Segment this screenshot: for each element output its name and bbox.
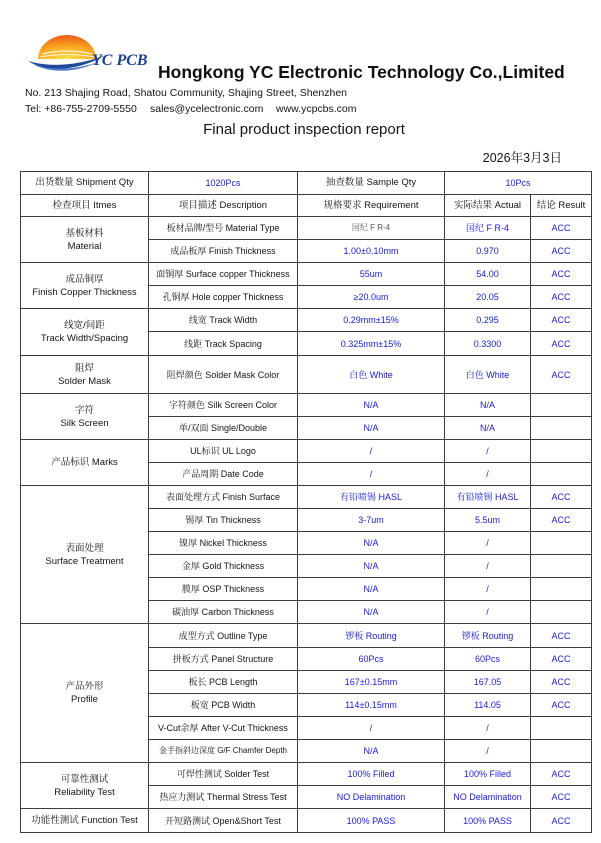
table-row: [21, 624, 592, 648]
company-name: Hongkong YC Electronic Technology Co.,Limited: [158, 62, 565, 82]
actual-cell: 0.970: [445, 240, 531, 263]
actual-cell: /: [445, 740, 531, 763]
category-label: 功能性测试 Function Test: [31, 815, 138, 826]
result-cell: [531, 555, 592, 578]
result-cell: ACC: [531, 694, 592, 717]
result-cell: ACC: [531, 671, 592, 694]
requirement-cell: NO Delamination: [298, 786, 445, 809]
category-label: Material: [67, 240, 102, 252]
description-cell: 孔铜厚 Hole copper Thickness: [149, 286, 298, 309]
description-cell: 锡厚 Tin Thickness: [149, 509, 298, 532]
requirement-cell: 0.29mm±15%: [298, 309, 445, 332]
actual-cell: 60Pcs: [445, 648, 531, 671]
actual-cell: 100% PASS: [445, 809, 531, 833]
description-cell: 碳油厚 Carbon Thickness: [149, 601, 298, 624]
description-cell: 线宽 Track Width: [149, 309, 298, 332]
sample-qty-label: 抽查数量 Sample Qty: [298, 172, 445, 195]
actual-cell: 白色 White: [445, 356, 531, 394]
sample-qty-value: 10Pcs: [445, 172, 592, 195]
table-row: [21, 356, 592, 394]
table-row: [21, 809, 592, 833]
description-cell: 产品周期 Date Code: [149, 463, 298, 486]
description-cell: 线距 Track Spacing: [149, 332, 298, 356]
shipment-qty-label: 出货数量 Shipment Qty: [21, 172, 149, 195]
category-label: 字符: [74, 404, 94, 416]
shipment-qty-value: 1020Pcs: [149, 172, 298, 195]
result-cell: ACC: [531, 217, 592, 240]
result-cell: [531, 463, 592, 486]
requirement-cell: /: [298, 463, 445, 486]
actual-cell: 54.00: [445, 263, 531, 286]
actual-cell: /: [445, 601, 531, 624]
result-cell: ACC: [531, 786, 592, 809]
requirement-cell: N/A: [298, 601, 445, 624]
table-row: [21, 763, 592, 786]
requirement-cell: N/A: [298, 394, 445, 417]
requirement-cell: N/A: [298, 555, 445, 578]
result-cell: ACC: [531, 486, 592, 509]
requirement-cell: ≥20.0um: [298, 286, 445, 309]
table-row: [21, 440, 592, 463]
inspection-table-body: [21, 172, 592, 833]
table-row: [21, 263, 592, 286]
requirement-cell: 100% PASS: [298, 809, 445, 833]
actual-cell: 20.05: [445, 286, 531, 309]
description-cell: 可焊性测试 Solder Test: [149, 763, 298, 786]
description-cell: 镍厚 Nickel Thickness: [149, 532, 298, 555]
description-cell: 板材品牌/型号 Material Type: [149, 217, 298, 240]
actual-cell: 0.3300: [445, 332, 531, 356]
description-cell: 拼板方式 Panel Structure: [149, 648, 298, 671]
requirement-cell: 0.325mm±15%: [298, 332, 445, 356]
category-label: Reliability Test: [54, 786, 115, 798]
category-label: 产品标识 Marks: [51, 457, 118, 468]
description-cell: UL标识 UL Logo: [149, 440, 298, 463]
description-cell: 金厚 Gold Thickness: [149, 555, 298, 578]
category-cell: [21, 809, 149, 833]
report-title: Final product inspection report: [203, 121, 405, 138]
result-cell: ACC: [531, 809, 592, 833]
quantity-row: [21, 172, 592, 195]
requirement-cell: 60Pcs: [298, 648, 445, 671]
actual-cell: /: [445, 717, 531, 740]
actual-cell: 锣板 Routing: [445, 624, 531, 648]
table-row: [21, 394, 592, 417]
actual-cell: /: [445, 463, 531, 486]
actual-cell: /: [445, 555, 531, 578]
category-label: Surface Treatment: [45, 555, 124, 567]
actual-cell: N/A: [445, 417, 531, 440]
result-cell: [531, 578, 592, 601]
company-website: www.ycpcbs.com: [276, 103, 357, 115]
category-label: Finish Copper Thickness: [32, 286, 137, 298]
actual-cell: 有铅喷锡 HASL: [445, 486, 531, 509]
actual-cell: 114.05: [445, 694, 531, 717]
category-label: 线宽/间距: [64, 320, 105, 331]
category-label: 基板材料: [65, 227, 104, 239]
description-cell: 开短路测试 Open&Short Test: [149, 809, 298, 833]
category-cell: [21, 394, 149, 440]
column-header-requirement: 规格要求 Requirement: [298, 195, 445, 217]
result-cell: [531, 601, 592, 624]
result-cell: [531, 440, 592, 463]
report-date: 2026年3月3日: [482, 151, 562, 165]
category-cell: [21, 263, 149, 309]
description-cell: 膜厚 OSP Thickness: [149, 578, 298, 601]
category-label: Track Width/Spacing: [40, 333, 129, 344]
description-cell: 板宽 PCB Width: [149, 694, 298, 717]
result-cell: [531, 394, 592, 417]
description-cell: 面铜厚 Surface copper Thickness: [149, 263, 298, 286]
actual-cell: 0.295: [445, 309, 531, 332]
result-cell: ACC: [531, 263, 592, 286]
inspection-table: [20, 171, 592, 833]
category-cell: [21, 763, 149, 809]
description-cell: 阻焊颜色 Solder Mask Color: [149, 356, 298, 394]
table-row: [21, 217, 592, 240]
requirement-cell: 1.00±0.10mm: [298, 240, 445, 263]
actual-cell: 167.05: [445, 671, 531, 694]
column-header-actual: 实际结果 Actual: [445, 195, 531, 217]
category-label: 表面处理: [65, 542, 104, 554]
actual-cell: 国纪 F R-4: [445, 217, 531, 240]
description-cell: 成品板厚 Finish Thickness: [149, 240, 298, 263]
category-label: 阻焊: [74, 362, 94, 374]
actual-cell: 5.5um: [445, 509, 531, 532]
table-row: [21, 309, 592, 332]
requirement-cell: 锣板 Routing: [298, 624, 445, 648]
result-cell: ACC: [531, 509, 592, 532]
requirement-cell: N/A: [298, 578, 445, 601]
category-cell: [21, 486, 149, 624]
description-cell: 单/双面 Single/Double: [149, 417, 298, 440]
description-cell: 热应力测试 Thermal Stress Test: [149, 786, 298, 809]
actual-cell: /: [445, 532, 531, 555]
company-address: No. 213 Shajing Road, Shatou Community, Shajing Street, Shenzhen: [25, 87, 348, 99]
actual-cell: /: [445, 440, 531, 463]
result-cell: [531, 717, 592, 740]
column-header-items: 检查项目 Itmes: [21, 195, 149, 217]
actual-cell: 100% Filled: [445, 763, 531, 786]
requirement-cell: 3-7um: [298, 509, 445, 532]
requirement-cell: 55um: [298, 263, 445, 286]
requirement-cell: N/A: [298, 417, 445, 440]
result-cell: ACC: [531, 624, 592, 648]
category-label: Silk Screen: [60, 417, 109, 429]
requirement-cell: N/A: [298, 740, 445, 763]
category-label: 产品外形: [65, 681, 104, 692]
requirement-cell: 167±0.15mm: [298, 671, 445, 694]
result-cell: ACC: [531, 240, 592, 263]
requirement-cell: 国纪 F R-4: [298, 217, 445, 240]
category-cell: [21, 440, 149, 486]
category-label: Profile: [71, 694, 98, 705]
category-cell: [21, 309, 149, 356]
table-row: [21, 486, 592, 509]
requirement-cell: 100% Filled: [298, 763, 445, 786]
requirement-cell: /: [298, 717, 445, 740]
result-cell: ACC: [531, 648, 592, 671]
requirement-cell: 白色 White: [298, 356, 445, 394]
actual-cell: N/A: [445, 394, 531, 417]
company-email: sales@ycelectronic.com: [150, 103, 264, 115]
requirement-cell: 114±0.15mm: [298, 694, 445, 717]
column-header-result: 结论 Result: [531, 195, 592, 217]
requirement-cell: /: [298, 440, 445, 463]
description-cell: 表面处理方式 Finish Surface: [149, 486, 298, 509]
requirement-cell: 有铅喷锡 HASL: [298, 486, 445, 509]
actual-cell: /: [445, 578, 531, 601]
actual-cell: NO Delamination: [445, 786, 531, 809]
category-label: 成品铜厚: [65, 273, 104, 285]
result-cell: ACC: [531, 763, 592, 786]
yc-pcb-logo: [28, 28, 156, 78]
result-cell: [531, 532, 592, 555]
logo-text: YC PCB: [92, 52, 148, 69]
result-cell: ACC: [531, 356, 592, 394]
column-header-row: [21, 195, 592, 217]
description-cell: V-Cut余厚 After V-Cut Thickness: [149, 717, 298, 740]
result-cell: [531, 740, 592, 763]
category-cell: [21, 217, 149, 263]
requirement-cell: N/A: [298, 532, 445, 555]
category-cell: [21, 624, 149, 763]
category-cell: [21, 356, 149, 394]
result-cell: ACC: [531, 309, 592, 332]
result-cell: ACC: [531, 286, 592, 309]
description-cell: 板长 PCB Length: [149, 671, 298, 694]
company-phone: Tel: +86-755-2709-5550: [25, 103, 137, 115]
category-label: Solder Mask: [58, 375, 111, 387]
result-cell: ACC: [531, 332, 592, 356]
logo-sun: [38, 35, 96, 59]
category-label: 可靠性测试: [60, 773, 109, 785]
description-cell: 字符颜色 Silk Screen Color: [149, 394, 298, 417]
column-header-description: 项目描述 Description: [149, 195, 298, 217]
result-cell: [531, 417, 592, 440]
description-cell: 金手指斜边深度 G/F Chamfer Depth: [149, 740, 298, 763]
description-cell: 成型方式 Outline Type: [149, 624, 298, 648]
